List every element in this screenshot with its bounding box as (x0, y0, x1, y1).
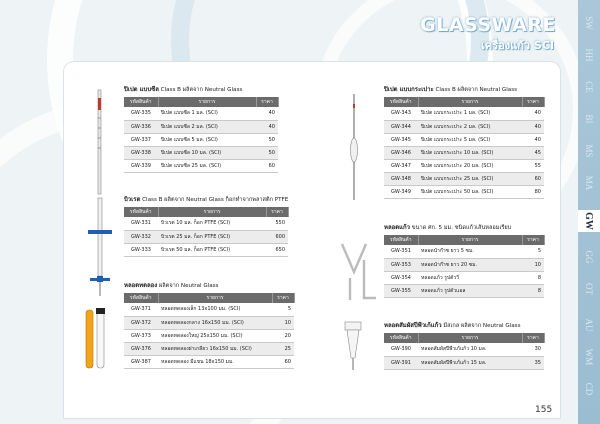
tab-cd[interactable]: CD (584, 382, 594, 396)
product-code: GW-387 (124, 355, 158, 368)
table-row (124, 159, 278, 172)
table-row (124, 146, 278, 159)
product-price: 5 (272, 303, 294, 316)
pipette-illustration (92, 88, 108, 198)
table-row (384, 159, 544, 172)
glass-tube-illustration (338, 238, 378, 302)
section-test-tube (124, 280, 295, 369)
section-burette (124, 194, 289, 257)
tab-ms[interactable]: MS (584, 144, 594, 158)
product-name: หลอดทดลองกลาง 16x150 มม. (SCI) (158, 316, 272, 329)
product-name: หลอดนำก๊าซ ยาว 20 ซม. (418, 258, 522, 271)
product-code: GW-346 (384, 146, 418, 159)
product-code: GW-355 (384, 284, 418, 297)
table-row (384, 284, 544, 297)
product-name: ปิเปต แบบซีล 1 มล. (SCI) (158, 107, 256, 120)
product-price: 30 (522, 343, 544, 356)
product-price: 50 (256, 146, 278, 159)
product-code: GW-336 (124, 120, 158, 133)
product-code: GW-331 (124, 217, 158, 230)
product-table: รหัสสินค้า รายการ ราคา GW-343 ปิเปต แบบกระเปาะ 1 มล. (SCI) 40 GW-344 ปิเปต แบบกระเปาะ 2 มล. (SCI) 40 GW-345 ปิเปต แบบกระเปาะ 5 มล. (SCI) 40 GW-346 ปิเปต แบบกระเปาะ 10 มล. (SCI) 45 GW-347 ปิเปต แบบกระเปาะ 20 มล. (SCI) 55 GW-348 ปิเปต แบบกระเปาะ 25 มล. (SCI) 60 GW-349 ปิเปต แบบกระเปาะ 50 มล. (SCI) 80 (384, 97, 545, 199)
product-name: ปิเปต แบบกระเปาะ 50 มล. (SCI) (418, 185, 522, 198)
table-row (124, 230, 288, 243)
section-title: ปิเปต แบบกระเปาะ Class B ผลิตจาก Neutral Glass (384, 86, 518, 93)
bulb-pipette-illustration (348, 92, 360, 204)
product-name: บิวเรต 25 มล. ก็อก PTFE (SCI) (158, 230, 266, 243)
tab-gg[interactable]: GG (584, 250, 594, 264)
product-name: หลอดทดลองใหญ่ 25x150 มม. (SCI) (158, 329, 272, 342)
table-row (384, 245, 544, 258)
product-code: GW-376 (124, 342, 158, 355)
product-code: GW-349 (384, 185, 418, 198)
product-code: GW-335 (124, 107, 158, 120)
section-title: หลอดสัมผัสปีพีวเก้แก้ว มีสเกล ผลิตจาก Neutral Glass (384, 322, 521, 329)
product-price: 40 (522, 107, 544, 120)
section-title: หลอดทดลอง ผลิตจาก Neutral Glass (124, 282, 219, 289)
burette-illustration (84, 196, 118, 300)
product-name: ปิเปต แบบซีล 2 มล. (SCI) (158, 120, 256, 133)
table-row (124, 355, 294, 368)
product-code: GW-373 (124, 329, 158, 342)
tab-bi[interactable]: BI (584, 114, 594, 124)
table-row (124, 342, 294, 355)
product-name: หลอดทดลองเล็ก 13x100 มม. (SCI) (158, 303, 272, 316)
product-code: GW-353 (384, 258, 418, 271)
table-row (124, 329, 294, 342)
page-subtitle: เครื่องแก้ว SCI (481, 39, 554, 52)
table-row (384, 146, 544, 159)
table-row (124, 316, 294, 329)
table-row (124, 217, 288, 230)
product-price: 80 (522, 185, 544, 198)
product-name: หลอดทดลองฝาเกลียว 16x150 มม. (SCI) (158, 342, 272, 355)
product-name: หลอดแก้ว รูปตัววี (418, 271, 522, 284)
drying-tube-illustration (342, 320, 364, 372)
product-table: รหัสสินค้า รายการ ราคา GW-331 บิวเรต 10 มล. ก็อก PTFE (SCI) 550 GW-332 บิวเรต 25 มล. ก็อก PTFE (SCI) 600 GW-333 บิวเรต 50 มล. ก็อก PTFE (SCI) 650 (124, 207, 289, 257)
table-row (384, 172, 544, 185)
product-name: ปิเปต แบบกระเปาะ 10 มล. (SCI) (418, 146, 522, 159)
table-row (124, 303, 294, 316)
section-drying-tube (384, 320, 545, 370)
product-name: ปิเปต แบบซีล 5 มล. (SCI) (158, 133, 256, 146)
table-row (384, 343, 544, 356)
product-code: GW-339 (124, 159, 158, 172)
product-price: 40 (522, 133, 544, 146)
section-title: หลอดแก้ว ขนาด ศก. 5 มม. ชนิดแก้วเส้นหลอมเรียบ (384, 224, 512, 231)
product-name: ปิเปต แบบซีล 25 มล. (SCI) (158, 159, 256, 172)
product-code: GW-345 (384, 133, 418, 146)
product-code: GW-338 (124, 146, 158, 159)
product-price: 45 (522, 146, 544, 159)
product-name: หลอดทดลอง มีแขน 18x150 มม. (158, 355, 272, 368)
section-title: บิวเรต Class B ผลิตจาก Neutral Glass ก็อกทำจากพลาสติก PTFE (124, 196, 289, 203)
product-name: ปิเปต แบบกระเปาะ 5 มล. (SCI) (418, 133, 522, 146)
product-name: หลอดสัมผัสปีพีวเก้แก้ว 15 มล. (418, 356, 522, 369)
product-name: ปิเปต แบบกระเปาะ 2 มล. (SCI) (418, 120, 522, 133)
product-price: 10 (272, 316, 294, 329)
product-price: 8 (522, 284, 544, 297)
product-table (124, 97, 279, 173)
product-price: 20 (272, 329, 294, 342)
product-code: GW-351 (384, 245, 418, 258)
product-name: บิวเรต 10 มล. ก็อก PTFE (SCI) (158, 217, 266, 230)
product-code: GW-344 (384, 120, 418, 133)
col-code: รหัสสินค้า (124, 97, 158, 107)
table-row (124, 243, 288, 256)
product-price: 35 (522, 356, 544, 369)
product-name: หลอดสัมผัสปีพีวเก้แก้ว 10 มล. (418, 343, 522, 356)
test-tube-illustration (84, 306, 108, 376)
page-number: 155 (535, 405, 553, 415)
tab-au[interactable]: AU (584, 318, 594, 332)
product-name: ปิเปต แบบกระเปาะ 1 มล. (SCI) (418, 107, 522, 120)
section-pipette-sealed (124, 84, 279, 173)
product-name: หลอดแก้ว รูปตัวแอล (418, 284, 522, 297)
product-code: GW-347 (384, 159, 418, 172)
product-code: GW-372 (124, 316, 158, 329)
table-row (384, 356, 544, 369)
product-code: GW-391 (384, 356, 418, 369)
product-price: 50 (256, 133, 278, 146)
table-row (384, 107, 544, 120)
product-price: 60 (256, 159, 278, 172)
product-price: 600 (266, 230, 288, 243)
table-row (124, 133, 278, 146)
product-name: ปิเปต แบบกระเปาะ 20 มล. (SCI) (418, 159, 522, 172)
table-row (124, 120, 278, 133)
product-price: 8 (522, 271, 544, 284)
section-glass-tube (384, 222, 545, 298)
product-price: 550 (266, 217, 288, 230)
category-sidebar (578, 0, 600, 424)
tab-ot[interactable]: OT (584, 283, 594, 295)
table-row (384, 271, 544, 284)
product-name: บิวเรต 50 มล. ก็อก PTFE (SCI) (158, 243, 266, 256)
page-title: GLASSWARE (420, 14, 556, 36)
table-row (124, 107, 278, 120)
product-code: GW-333 (124, 243, 158, 256)
tab-sw[interactable]: SW (584, 16, 594, 30)
product-price: 650 (266, 243, 288, 256)
product-price: 60 (272, 355, 294, 368)
product-price: 40 (256, 107, 278, 120)
product-code: GW-390 (384, 343, 418, 356)
product-price: 25 (272, 342, 294, 355)
product-price: 40 (522, 120, 544, 133)
section-pipette-bulb (384, 84, 545, 199)
tab-ma[interactable]: MA (584, 175, 594, 191)
product-code: GW-354 (384, 271, 418, 284)
product-code: GW-348 (384, 172, 418, 185)
table-row (384, 120, 544, 133)
tab-gw[interactable]: GW (578, 210, 600, 232)
product-table: รหัสสินค้า รายการ ราคา GW-371 หลอดทดลองเล็ก 13x100 มม. (SCI) 5 GW-372 หลอดทดลองกลาง 16x150 มม. (SCI) 10 GW-373 หลอดทดลองใหญ่ 25x150 มม. (SCI) 20 GW-376 หลอดทดลองฝาเกลียว 16x150 มม. (SCI) 25 GW-387 หลอดทดลอง มีแขน 18x150 มม. 60 (124, 293, 295, 369)
col-price: ราคา (256, 97, 278, 107)
product-table: รหัสสินค้า รายการ ราคา GW-390 หลอดสัมผัสปีพีวเก้แก้ว 10 มล. 30 GW-391 หลอดสัมผัสปีพีวเก้แก้ว 15 มล. 35 (384, 333, 545, 370)
tab-wm[interactable]: WM (584, 348, 594, 366)
product-name: ปิเปต แบบซีล 10 มล. (SCI) (158, 146, 256, 159)
product-name: ปิเปต แบบกระเปาะ 25 มล. (SCI) (418, 172, 522, 185)
product-table: รหัสสินค้า รายการ ราคา GW-351 หลอดนำก๊าซ ยาว 5 ซม. 5 GW-353 หลอดนำก๊าซ ยาว 20 ซม. 10 GW-354 หลอดแก้ว รูปตัววี 8 GW-355 หลอดแก้ว รูปตัวแอล 8 (384, 235, 545, 298)
product-price: 40 (256, 120, 278, 133)
product-name: หลอดนำก๊าซ ยาว 5 ซม. (418, 245, 522, 258)
section-title: ปิเปต แบบซีล Class B ผลิตจาก Neutral Glass (124, 86, 243, 93)
product-code: GW-337 (124, 133, 158, 146)
product-code: GW-332 (124, 230, 158, 243)
tab-hh[interactable]: HH (584, 48, 594, 62)
product-price: 5 (522, 245, 544, 258)
tab-ce[interactable]: CE (584, 81, 594, 93)
product-code: GW-343 (384, 107, 418, 120)
col-item: รายการ (158, 97, 256, 107)
table-row (384, 185, 544, 198)
product-price: 10 (522, 258, 544, 271)
table-row (384, 258, 544, 271)
product-price: 55 (522, 159, 544, 172)
product-price: 60 (522, 172, 544, 185)
product-code: GW-371 (124, 303, 158, 316)
table-row (384, 133, 544, 146)
